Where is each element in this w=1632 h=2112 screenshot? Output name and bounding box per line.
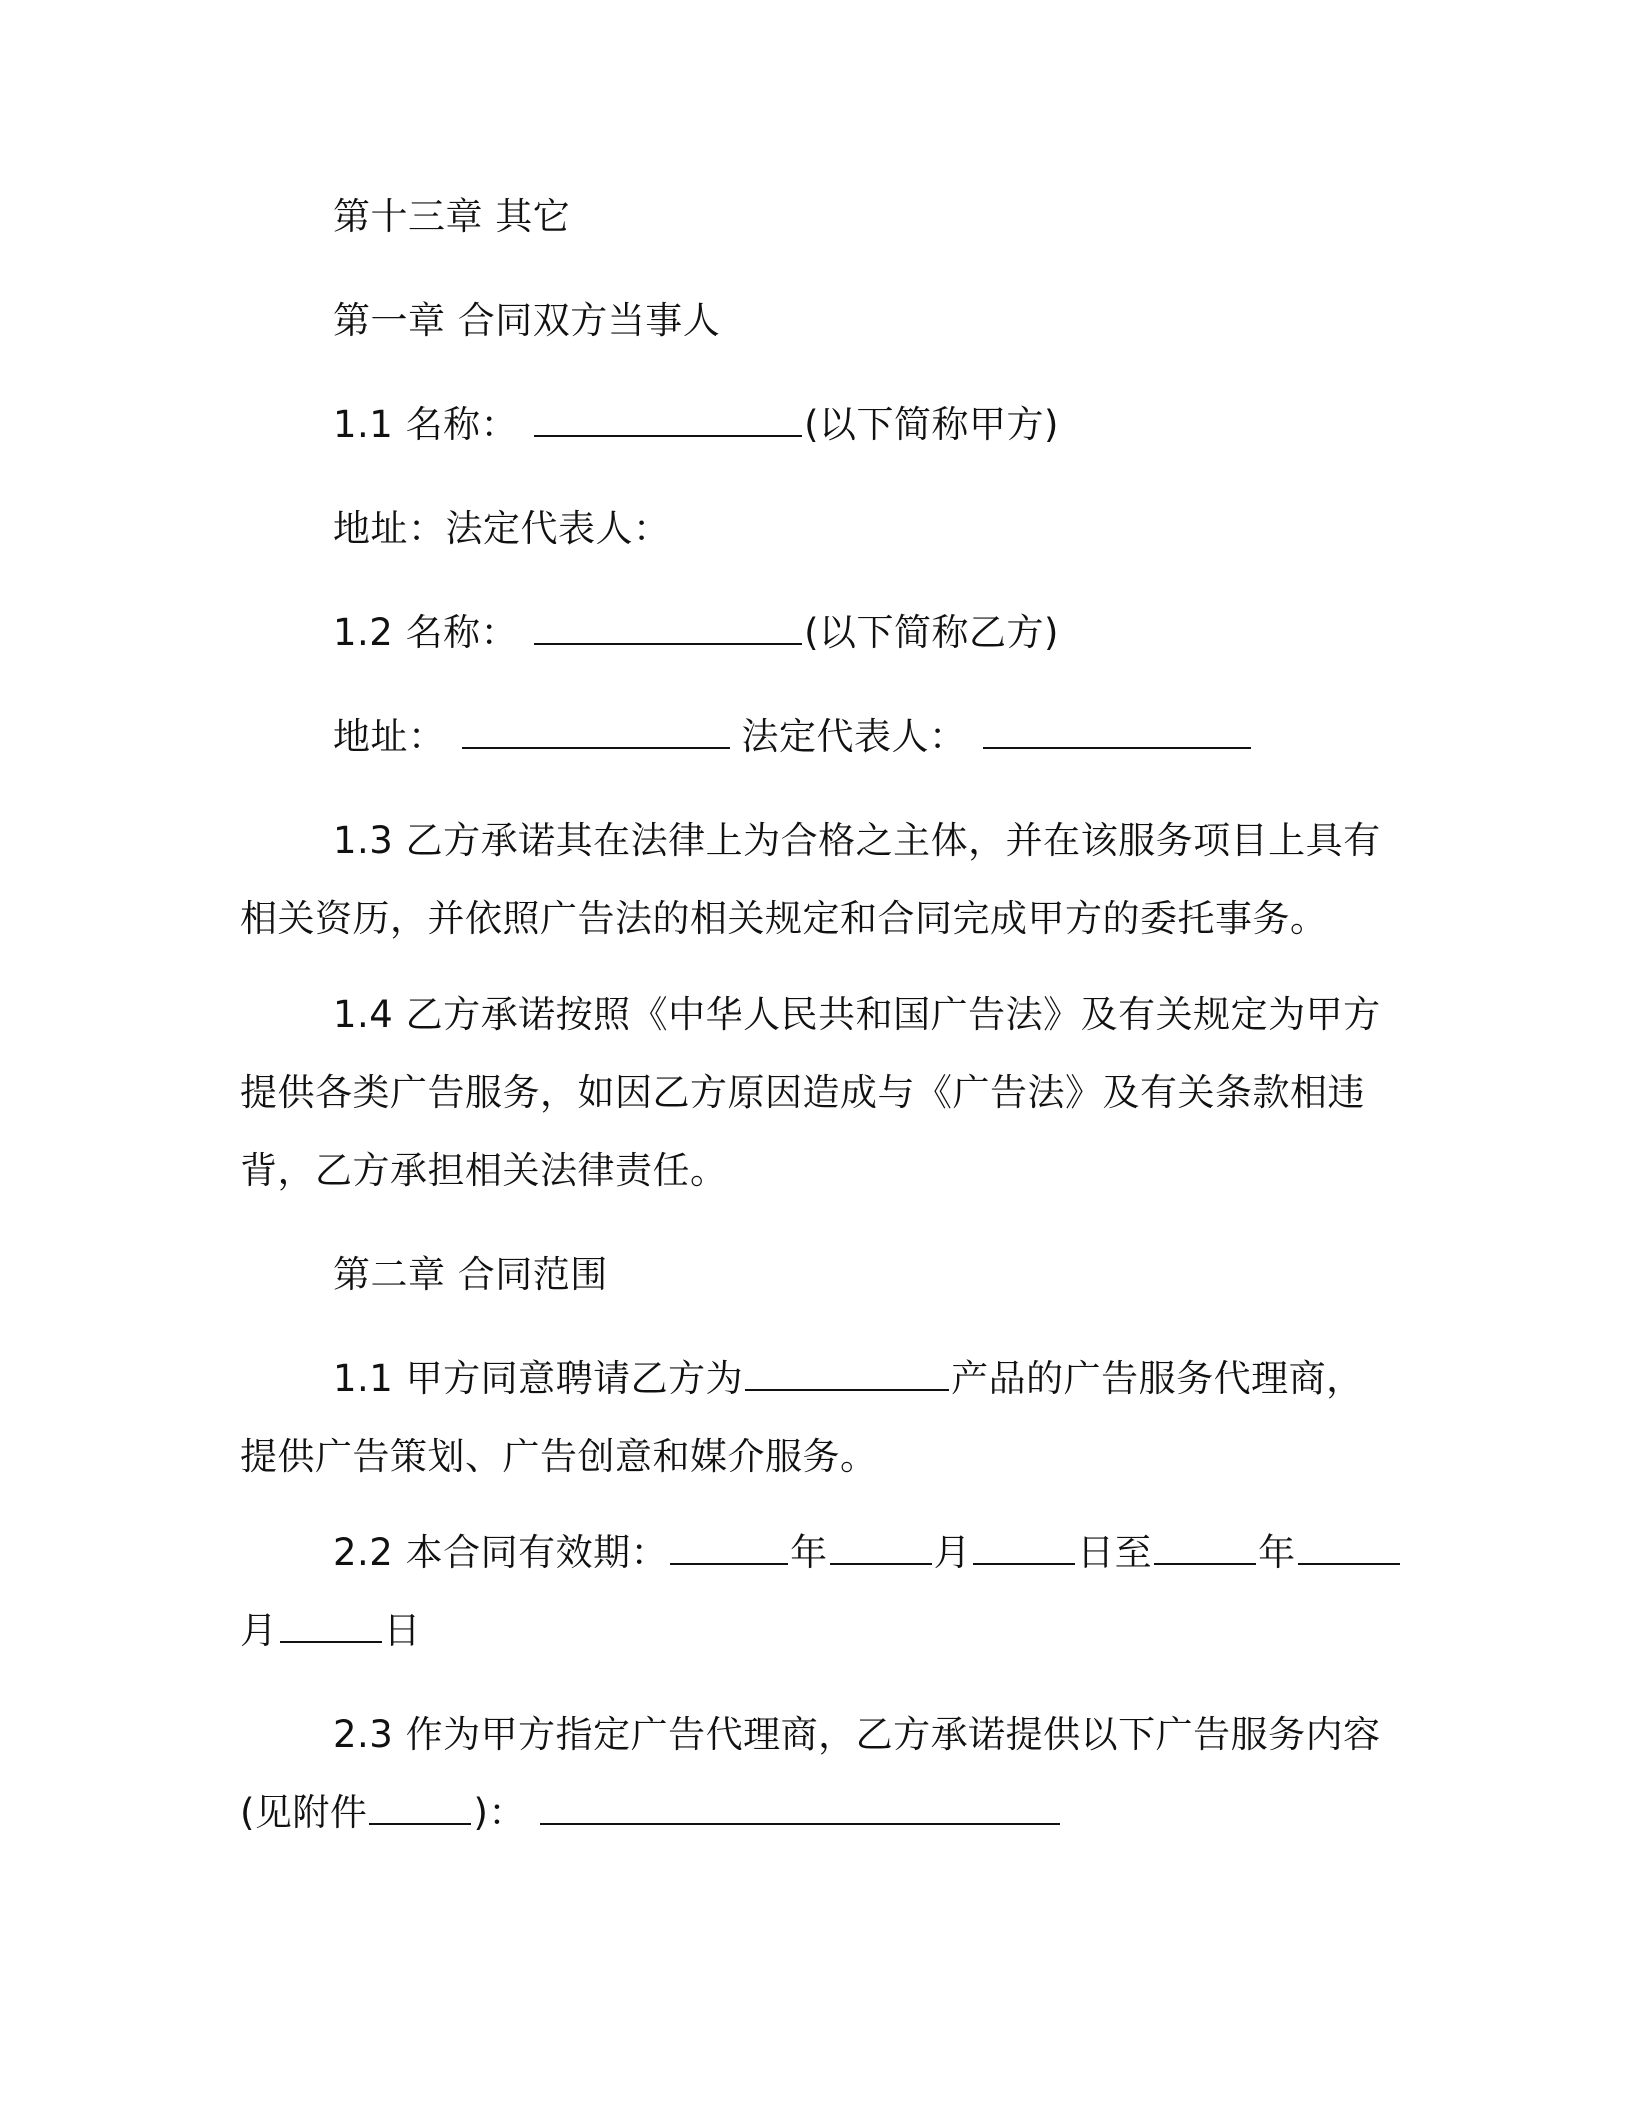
clause-1-1-party-a-name: [333, 386, 1059, 464]
unit-month-end: 月: [240, 1609, 278, 1652]
start-year-blank: [670, 1533, 788, 1565]
start-month-blank: [830, 1533, 932, 1565]
clause-2-2-line-2: [240, 1592, 421, 1670]
clause-2-3-line-2: [240, 1774, 1062, 1852]
unit-day-to: 日至: [1077, 1531, 1153, 1574]
chapter-2-title: 第二章 合同范围: [333, 1253, 608, 1296]
start-day-blank: [973, 1533, 1075, 1565]
clause-2-1-line-1: [333, 1340, 1364, 1418]
clause-1-1-label: 1.1 名称：: [333, 403, 519, 446]
attachment-number-blank: [369, 1793, 471, 1825]
clause-2-2-label: 2.2 本合同有效期：: [333, 1531, 669, 1574]
clause-1-3-line-1: 1.3 乙方承诺其在法律上为合格之主体，并在该服务项目上具有: [333, 819, 1381, 862]
party-b-address-rep: [333, 698, 1253, 776]
party-a-address-rep: 地址：法定代表人：: [333, 507, 671, 550]
clause-1-1-suffix: (以下简称甲方): [804, 403, 1059, 446]
clause-1-2-label: 1.2 名称：: [333, 611, 519, 654]
end-month-blank-a: [1298, 1533, 1400, 1565]
address-blank: [462, 717, 730, 749]
end-day-blank: [280, 1611, 382, 1643]
party-b-name-blank: [534, 613, 802, 645]
legal-rep-blank: [983, 717, 1251, 749]
clause-1-3-line-2: 相关资历，并依照广告法的相关规定和合同完成甲方的委托事务。: [240, 897, 1328, 940]
unit-year-end: 年: [1258, 1531, 1296, 1574]
clause-1-4-line-3: 背，乙方承担相关法律责任。: [240, 1149, 728, 1192]
clause-2-1-line-2: 提供广告策划、广告创意和媒介服务。: [240, 1435, 878, 1478]
legal-rep-label: 法定代表人：: [741, 715, 967, 758]
clause-2-2-line-1: [333, 1514, 1402, 1592]
attachment-open: (见附件: [240, 1791, 368, 1834]
service-content-blank: [540, 1793, 1060, 1825]
unit-year-start: 年: [790, 1531, 828, 1574]
party-a-name-blank: [534, 405, 802, 437]
address-label: 地址：: [333, 715, 446, 758]
unit-month-start: 月: [933, 1531, 972, 1574]
unit-day-end: 日: [383, 1609, 421, 1652]
clause-2-1-prefix: 1.1 甲方同意聘请乙方为: [333, 1357, 744, 1400]
clause-1-4-line-1: 1.4 乙方承诺按照《中华人民共和国广告法》及有关规定为甲方: [333, 993, 1381, 1036]
product-blank: [745, 1359, 949, 1391]
chapter-13-title: 第十三章 其它: [333, 195, 571, 238]
clause-1-2-suffix: (以下简称乙方): [804, 611, 1059, 654]
attachment-close: )：: [473, 1791, 526, 1834]
end-year-blank: [1154, 1533, 1256, 1565]
chapter-1-title: 第一章 合同双方当事人: [333, 299, 721, 342]
clause-2-1-suffix: 产品的广告服务代理商，: [951, 1357, 1364, 1400]
clause-1-2-party-b-name: [333, 594, 1059, 672]
clause-1-4-line-2: 提供各类广告服务，如因乙方原因造成与《广告法》及有关条款相违: [240, 1071, 1365, 1114]
clause-2-3-line-1: 2.3 作为甲方指定广告代理商，乙方承诺提供以下广告服务内容: [333, 1713, 1381, 1756]
